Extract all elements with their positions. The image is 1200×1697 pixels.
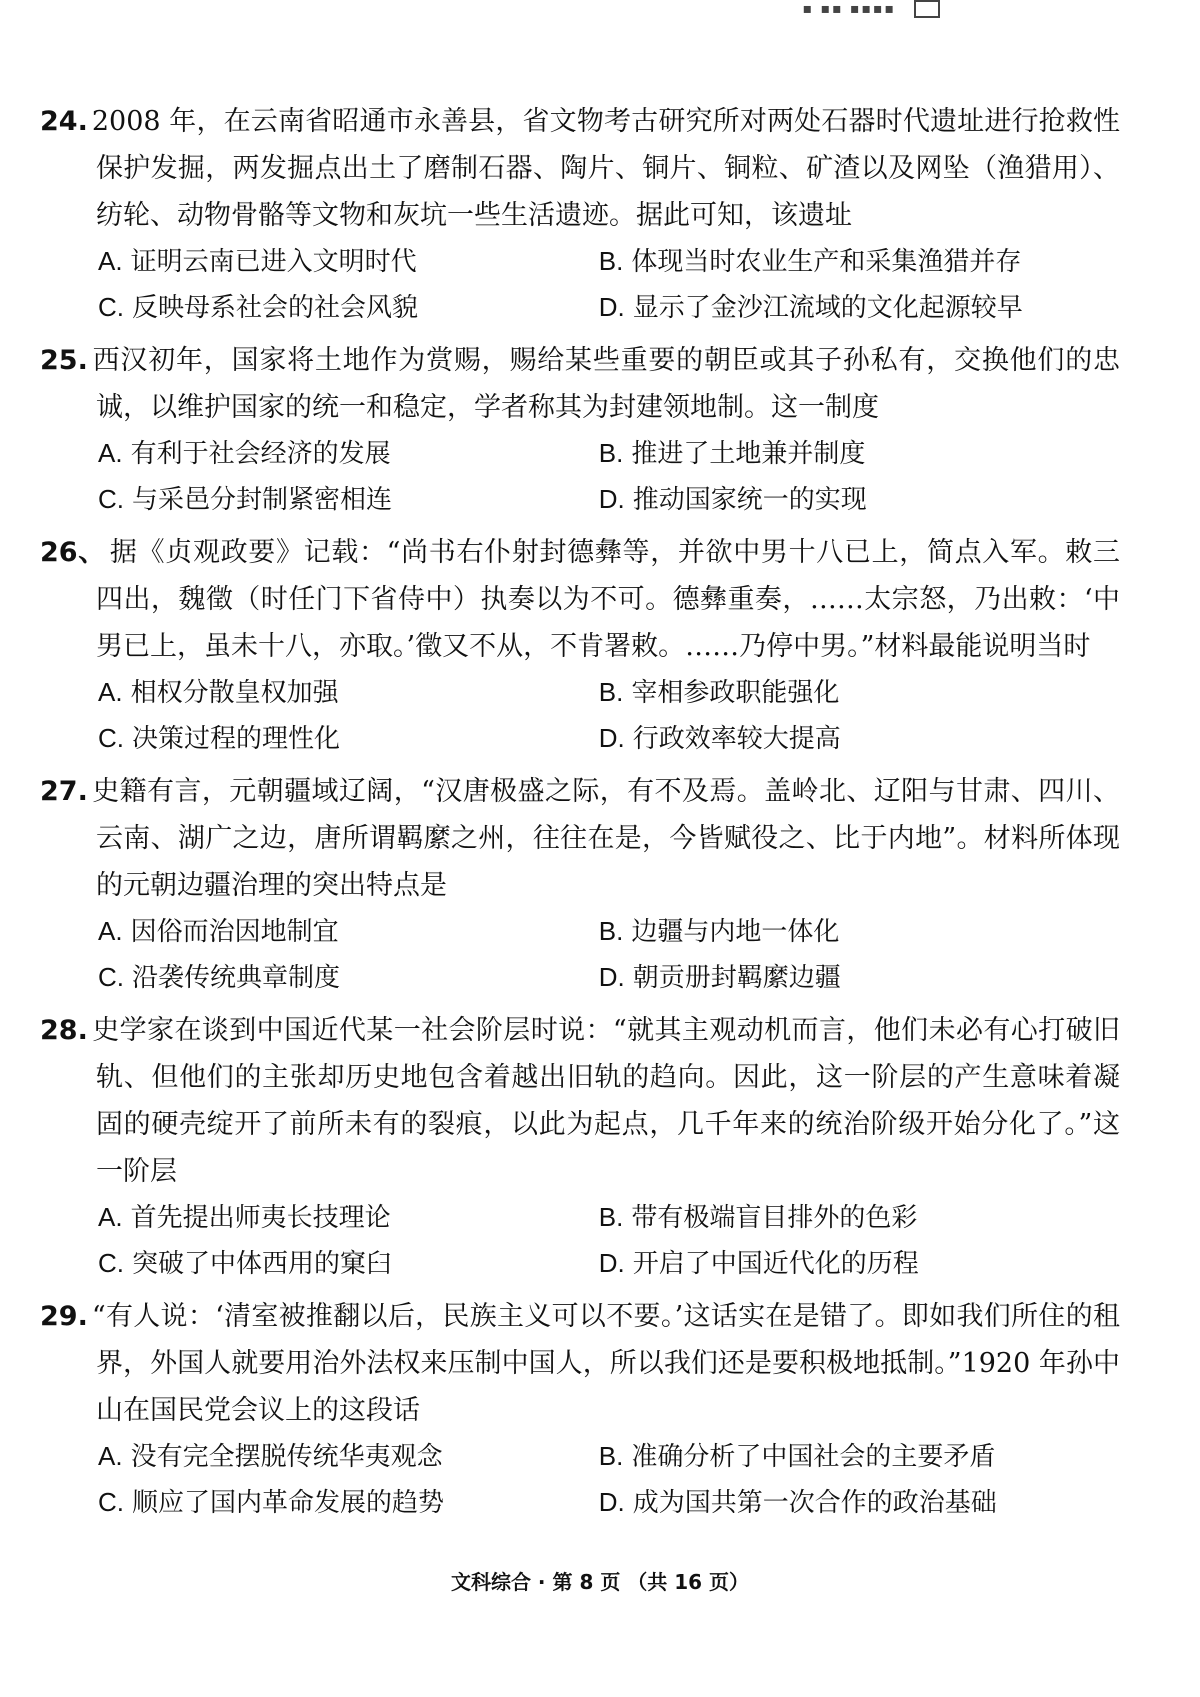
question-number: 25. [40, 345, 88, 376]
question-stem [40, 529, 1120, 670]
option-letter: C. [98, 292, 124, 322]
option-a[interactable] [98, 670, 599, 716]
question-stem [40, 1293, 1120, 1434]
option-c[interactable] [98, 1480, 599, 1526]
options [40, 239, 1120, 331]
option-a[interactable] [98, 431, 599, 477]
option-b[interactable] [599, 1195, 1120, 1241]
options [40, 909, 1120, 1001]
option-letter: B. [598, 1202, 624, 1232]
option-a[interactable] [98, 1195, 599, 1241]
exam-page [40, 98, 1120, 1532]
question-text: 西汉初年，国家将土地作为赏赐，赐给某些重要的朝臣或其子孙私有，交换他们的忠诚，以维护国家的统一和稳定，学者称其为封建领地制。这一制度 [91, 345, 1120, 423]
option-text: 开启了中国近代化的历程 [632, 1249, 919, 1279]
question-number: 29. [40, 1301, 88, 1332]
option-b[interactable] [599, 239, 1120, 285]
option-c[interactable] [98, 477, 599, 523]
question-number: 28. [40, 1015, 88, 1046]
option-text: 准确分析了中国社会的主要矛盾 [631, 1442, 996, 1472]
option-text: 有利于社会经济的发展 [130, 439, 391, 469]
option-text: 宰相参政职能强化 [631, 678, 840, 708]
option-text: 因俗而治因地制宜 [130, 917, 339, 947]
option-letter: D. [598, 292, 625, 322]
option-d[interactable] [599, 285, 1120, 331]
option-text: 推进了土地兼并制度 [631, 439, 866, 469]
question-29 [40, 1293, 1120, 1526]
option-d[interactable] [599, 1241, 1120, 1287]
option-text: 成为国共第一次合作的政治基础 [632, 1488, 997, 1518]
option-text: 决策过程的理性化 [132, 724, 341, 754]
option-letter: D. [598, 1248, 625, 1278]
option-text: 行政效率较大提高 [632, 724, 841, 754]
option-text: 没有完全摆脱传统华夷观念 [130, 1442, 443, 1472]
option-c[interactable] [98, 1241, 599, 1287]
question-text: 史学家在谈到中国近代某一社会阶层时说：“就其主观动机而言，他们未必有心打破旧轨、但他们的主张却历史地包含着越出旧轨的趋向。因此，这一阶层的产生意味着凝固的硬壳绽开了前所未有的裂痕，以此为起点，几千年来的统治阶级开始分化了。”这一阶层 [91, 1015, 1120, 1187]
option-d[interactable] [599, 955, 1120, 1001]
option-letter: B. [598, 916, 624, 946]
question-number: 26、 [40, 537, 106, 568]
option-letter: D. [598, 962, 625, 992]
option-a[interactable] [98, 239, 599, 285]
option-text: 证明云南已进入文明时代 [130, 247, 417, 277]
option-d[interactable] [599, 716, 1120, 762]
options [40, 431, 1120, 523]
option-text: 突破了中体西用的窠臼 [132, 1249, 393, 1279]
option-b[interactable] [599, 909, 1120, 955]
question-stem [40, 337, 1120, 431]
question-text: 2008 年，在云南省昭通市永善县，省文物考古研究所对两处石器时代遗址进行抢救性保护发掘，两发掘点出土了磨制石器、陶片、铜片、铜粒、矿渣以及网坠（渔猎用）、纺轮、动物骨骼等文物和灰坑一些生活遗迹。据此可知，该遗址 [91, 106, 1120, 231]
options [40, 670, 1120, 762]
option-letter: C. [98, 484, 124, 514]
option-text: 朝贡册封羁縻边疆 [632, 963, 841, 993]
question-number: 27. [40, 776, 88, 807]
option-letter: C. [98, 723, 124, 753]
option-letter: C. [98, 1248, 124, 1278]
option-text: 与采邑分封制紧密相连 [132, 485, 393, 515]
question-28 [40, 1007, 1120, 1287]
option-text: 显示了金沙江流域的文化起源较早 [632, 293, 1023, 323]
question-text: 据《贞观政要》记载：“尚书右仆射封德彝等，并欲中男十八已上，简点入军。敕三四出，魏徵（时任门下省侍中）执奏以为不可。德彝重奏，……太宗怒，乃出敕：‘中男已上，虽未十八，亦取。’徵又不从，不肯署敕。……乃停中男。”材料最能说明当时 [96, 537, 1120, 662]
option-letter: A. [98, 246, 123, 276]
option-text: 顺应了国内革命发展的趋势 [132, 1488, 445, 1518]
option-b[interactable] [599, 1434, 1120, 1480]
option-a[interactable] [98, 909, 599, 955]
option-letter: C. [98, 962, 124, 992]
top-scan-mark: ▪ ▪▪ ▪▪▪▪ [803, 0, 940, 18]
option-text: 带有极端盲目排外的色彩 [631, 1203, 918, 1233]
question-25 [40, 337, 1120, 523]
option-a[interactable] [98, 1434, 599, 1480]
option-c[interactable] [98, 285, 599, 331]
option-text: 体现当时农业生产和采集渔猎并存 [631, 247, 1022, 277]
option-letter: A. [98, 677, 123, 707]
option-text: 沿袭传统典章制度 [132, 963, 341, 993]
question-27 [40, 768, 1120, 1001]
options [40, 1195, 1120, 1287]
question-number: 24. [40, 106, 88, 137]
option-d[interactable] [599, 1480, 1120, 1526]
option-text: 边疆与内地一体化 [631, 917, 840, 947]
option-letter: D. [598, 1487, 625, 1517]
question-stem [40, 98, 1120, 239]
option-c[interactable] [98, 716, 599, 762]
options [40, 1434, 1120, 1526]
option-text: 推动国家统一的实现 [632, 485, 867, 515]
question-26 [40, 529, 1120, 762]
option-d[interactable] [599, 477, 1120, 523]
question-text: “有人说：‘清室被推翻以后，民族主义可以不要。’这话实在是错了。即如我们所住的租界，外国人就要用治外法权来压制中国人，所以我们还是要积极地抵制。”1920 年孙中山在国民党会议上的这段话 [91, 1301, 1120, 1426]
question-stem [40, 768, 1120, 909]
option-letter: A. [98, 438, 123, 468]
page-footer: 文科综合 · 第 8 页 （共 16 页） [450, 1570, 750, 1594]
option-letter: B. [598, 1441, 624, 1471]
question-stem [40, 1007, 1120, 1195]
option-letter: A. [98, 1202, 123, 1232]
option-letter: D. [598, 723, 625, 753]
option-text: 首先提出师夷长技理论 [130, 1203, 391, 1233]
option-letter: C. [98, 1487, 124, 1517]
option-letter: A. [98, 916, 123, 946]
option-letter: D. [598, 484, 625, 514]
option-letter: B. [598, 246, 624, 276]
option-text: 相权分散皇权加强 [130, 678, 339, 708]
option-letter: B. [598, 677, 624, 707]
option-letter: B. [598, 438, 624, 468]
question-24 [40, 98, 1120, 331]
option-b[interactable] [599, 431, 1120, 477]
option-c[interactable] [98, 955, 599, 1001]
question-text: 史籍有言，元朝疆域辽阔，“汉唐极盛之际，有不及焉。盖岭北、辽阳与甘肃、四川、云南、湖广之边，唐所谓羁縻之州，往往在是，今皆赋役之、比于内地”。材料所体现的元朝边疆治理的突出特点是 [91, 776, 1120, 901]
option-text: 反映母系社会的社会风貌 [132, 293, 419, 323]
option-letter: A. [98, 1441, 123, 1471]
option-b[interactable] [599, 670, 1120, 716]
